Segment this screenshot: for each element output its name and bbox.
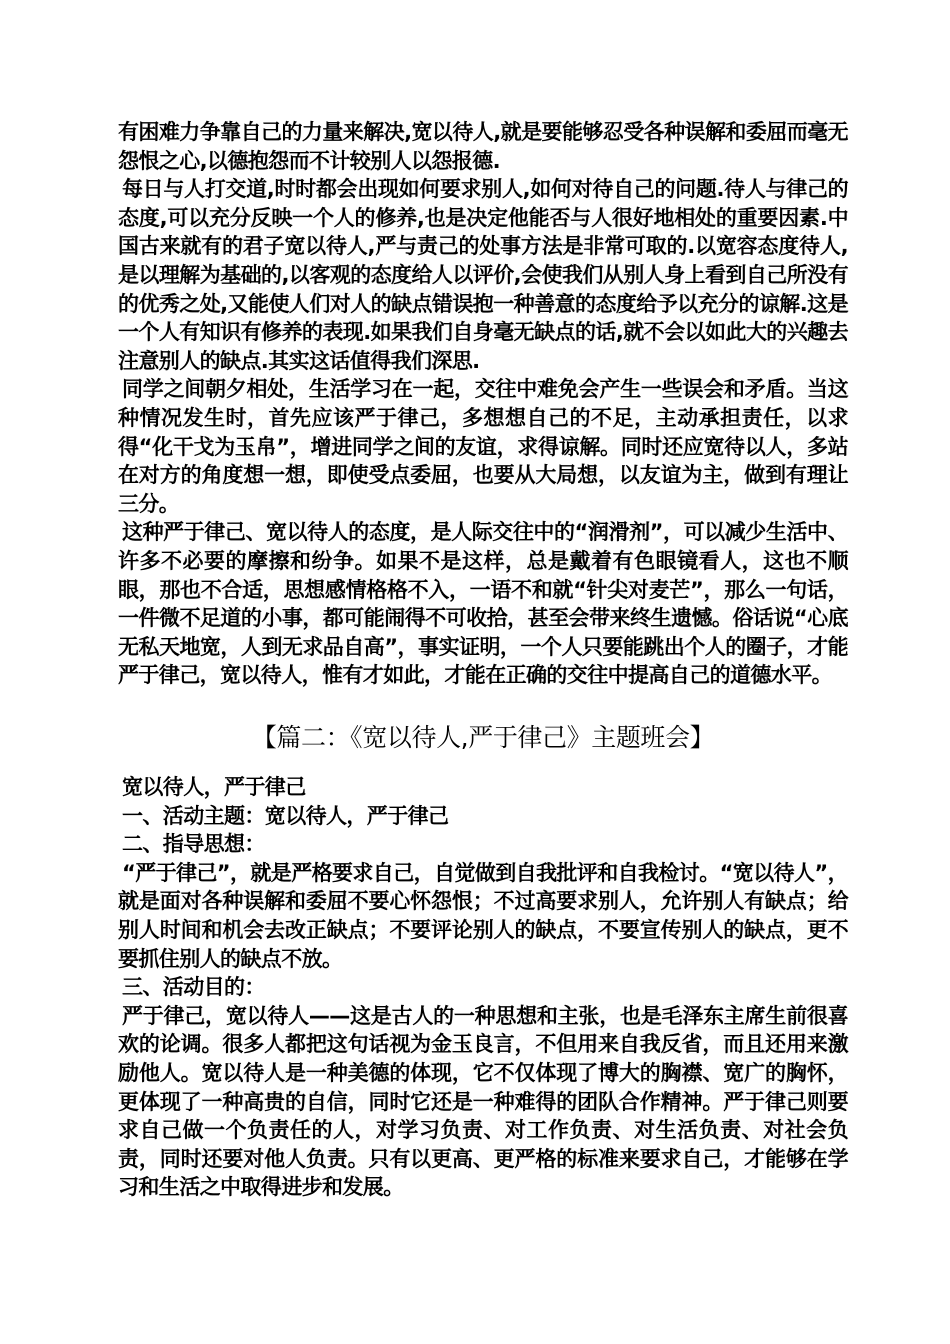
part1-body — [118, 118, 848, 690]
guiding-thought-text: “严于律己”，就是严格要求自己，自觉做到自我批评和自我检讨。“宽以待人”，就是面对各种误解和委屈不要心怀怨恨；不过高要求别人，允许别人有缺点；给别人时间和机会去改正缺点；不要评论别人的缺点，不要宣传别人的缺点，更不要抓住别人的缺点不放。 — [118, 860, 849, 971]
activity-purpose-text: 严于律己，宽以待人——这是古人的一种思想和主张，也是毛泽东主席生前很喜欢的论调。很多人都把这句话视为金玉良言，不但用来自我反省，而且还用来激励他人。宽以待人是一种美德的体现，它不仅体现了博大的胸襟、宽广的胸怀，更体现了一种高贵的自信，同时它还是一种难得的团队合作精神。严于律己则要求自己做一个负责任的人，对学习负责、对工作负责、对生活负责、对社会负责，同时还要对他人负责。只有以更高、更严格的标准来要求自己，才能够在学习和生活之中取得进步和发展。 — [118, 1003, 848, 1200]
paragraph-4: 这种严于律己、宽以待人的态度，是人际交往中的“润滑剂”，可以减少生活中、许多不必要的摩擦和纷争。如果不是这样，总是戴着有色眼镜看人，这也不顺眼，那也不合适，思想感情格格不入，一语不和就“针尖对麦芒”，那么一句话，一件微不足道的小事，都可能闹得不可收拾，甚至会带来终生遗憾。俗话说“心底无私天地宽，人到无求品自高”，事实证明，一个人只要能跳出个人的圈子，才能严于律己，宽以待人，惟有才如此，才能在正确的交往中提高自己的道德水平。 — [118, 520, 848, 688]
guiding-thought-heading: 二、指导思想： — [122, 832, 265, 857]
activity-purpose-heading: 三、活动目的： — [122, 975, 265, 1000]
subject-line: 宽以待人，严于律己 — [122, 775, 306, 799]
paragraph-2: 每日与人打交道,时时都会出现如何要求别人,如何对待自己的问题.待人与律己的态度,可以充分反映一个人的修养,也是决定他能否与人很好地相处的重要因素.中国古来就有的君子宽以待人,严与责己的处事方法是非常可取的.以宽容态度待人,是以理解为基础的,以客观的态度给人以评价,会使我们从别人身上看到自己所没有的优秀之处,又能使人们对人的缺点错误抱一种善意的态度给予以充分的谅解.这是一个人有知识有修养的表现.如果我们自身毫无缺点的话,就不会以如此大的兴趣去注意别人的缺点.其实这话值得我们深思. — [118, 177, 848, 373]
paragraph-3: 同学之间朝夕相处，生活学习在一起，交往中难免会产生一些误会和矛盾。当这种情况发生时，首先应该严于律己，多想想自己的不足，主动承担责任，以求得“化干戈为玉帛”，增进同学之间的友谊，求得谅解。同时还应宽待以人，多站在对方的角度想一想，即使受点委屈，也要从大局想，以友谊为主，做到有理让三分。 — [118, 377, 848, 516]
activity-theme-heading: 一、活动主题：宽以待人，严于律己 — [122, 803, 449, 828]
paragraph-1: 有困难力争靠自己的力量来解决,宽以待人,就是要能够忍受各种误解和委屈而毫无怨恨之心,以德抱怨而不计较别人以怨报德. — [118, 120, 848, 173]
part2-body — [118, 773, 848, 1202]
section-title: 【篇二：《宽以待人,严于律己》主题班会】 — [251, 723, 715, 752]
